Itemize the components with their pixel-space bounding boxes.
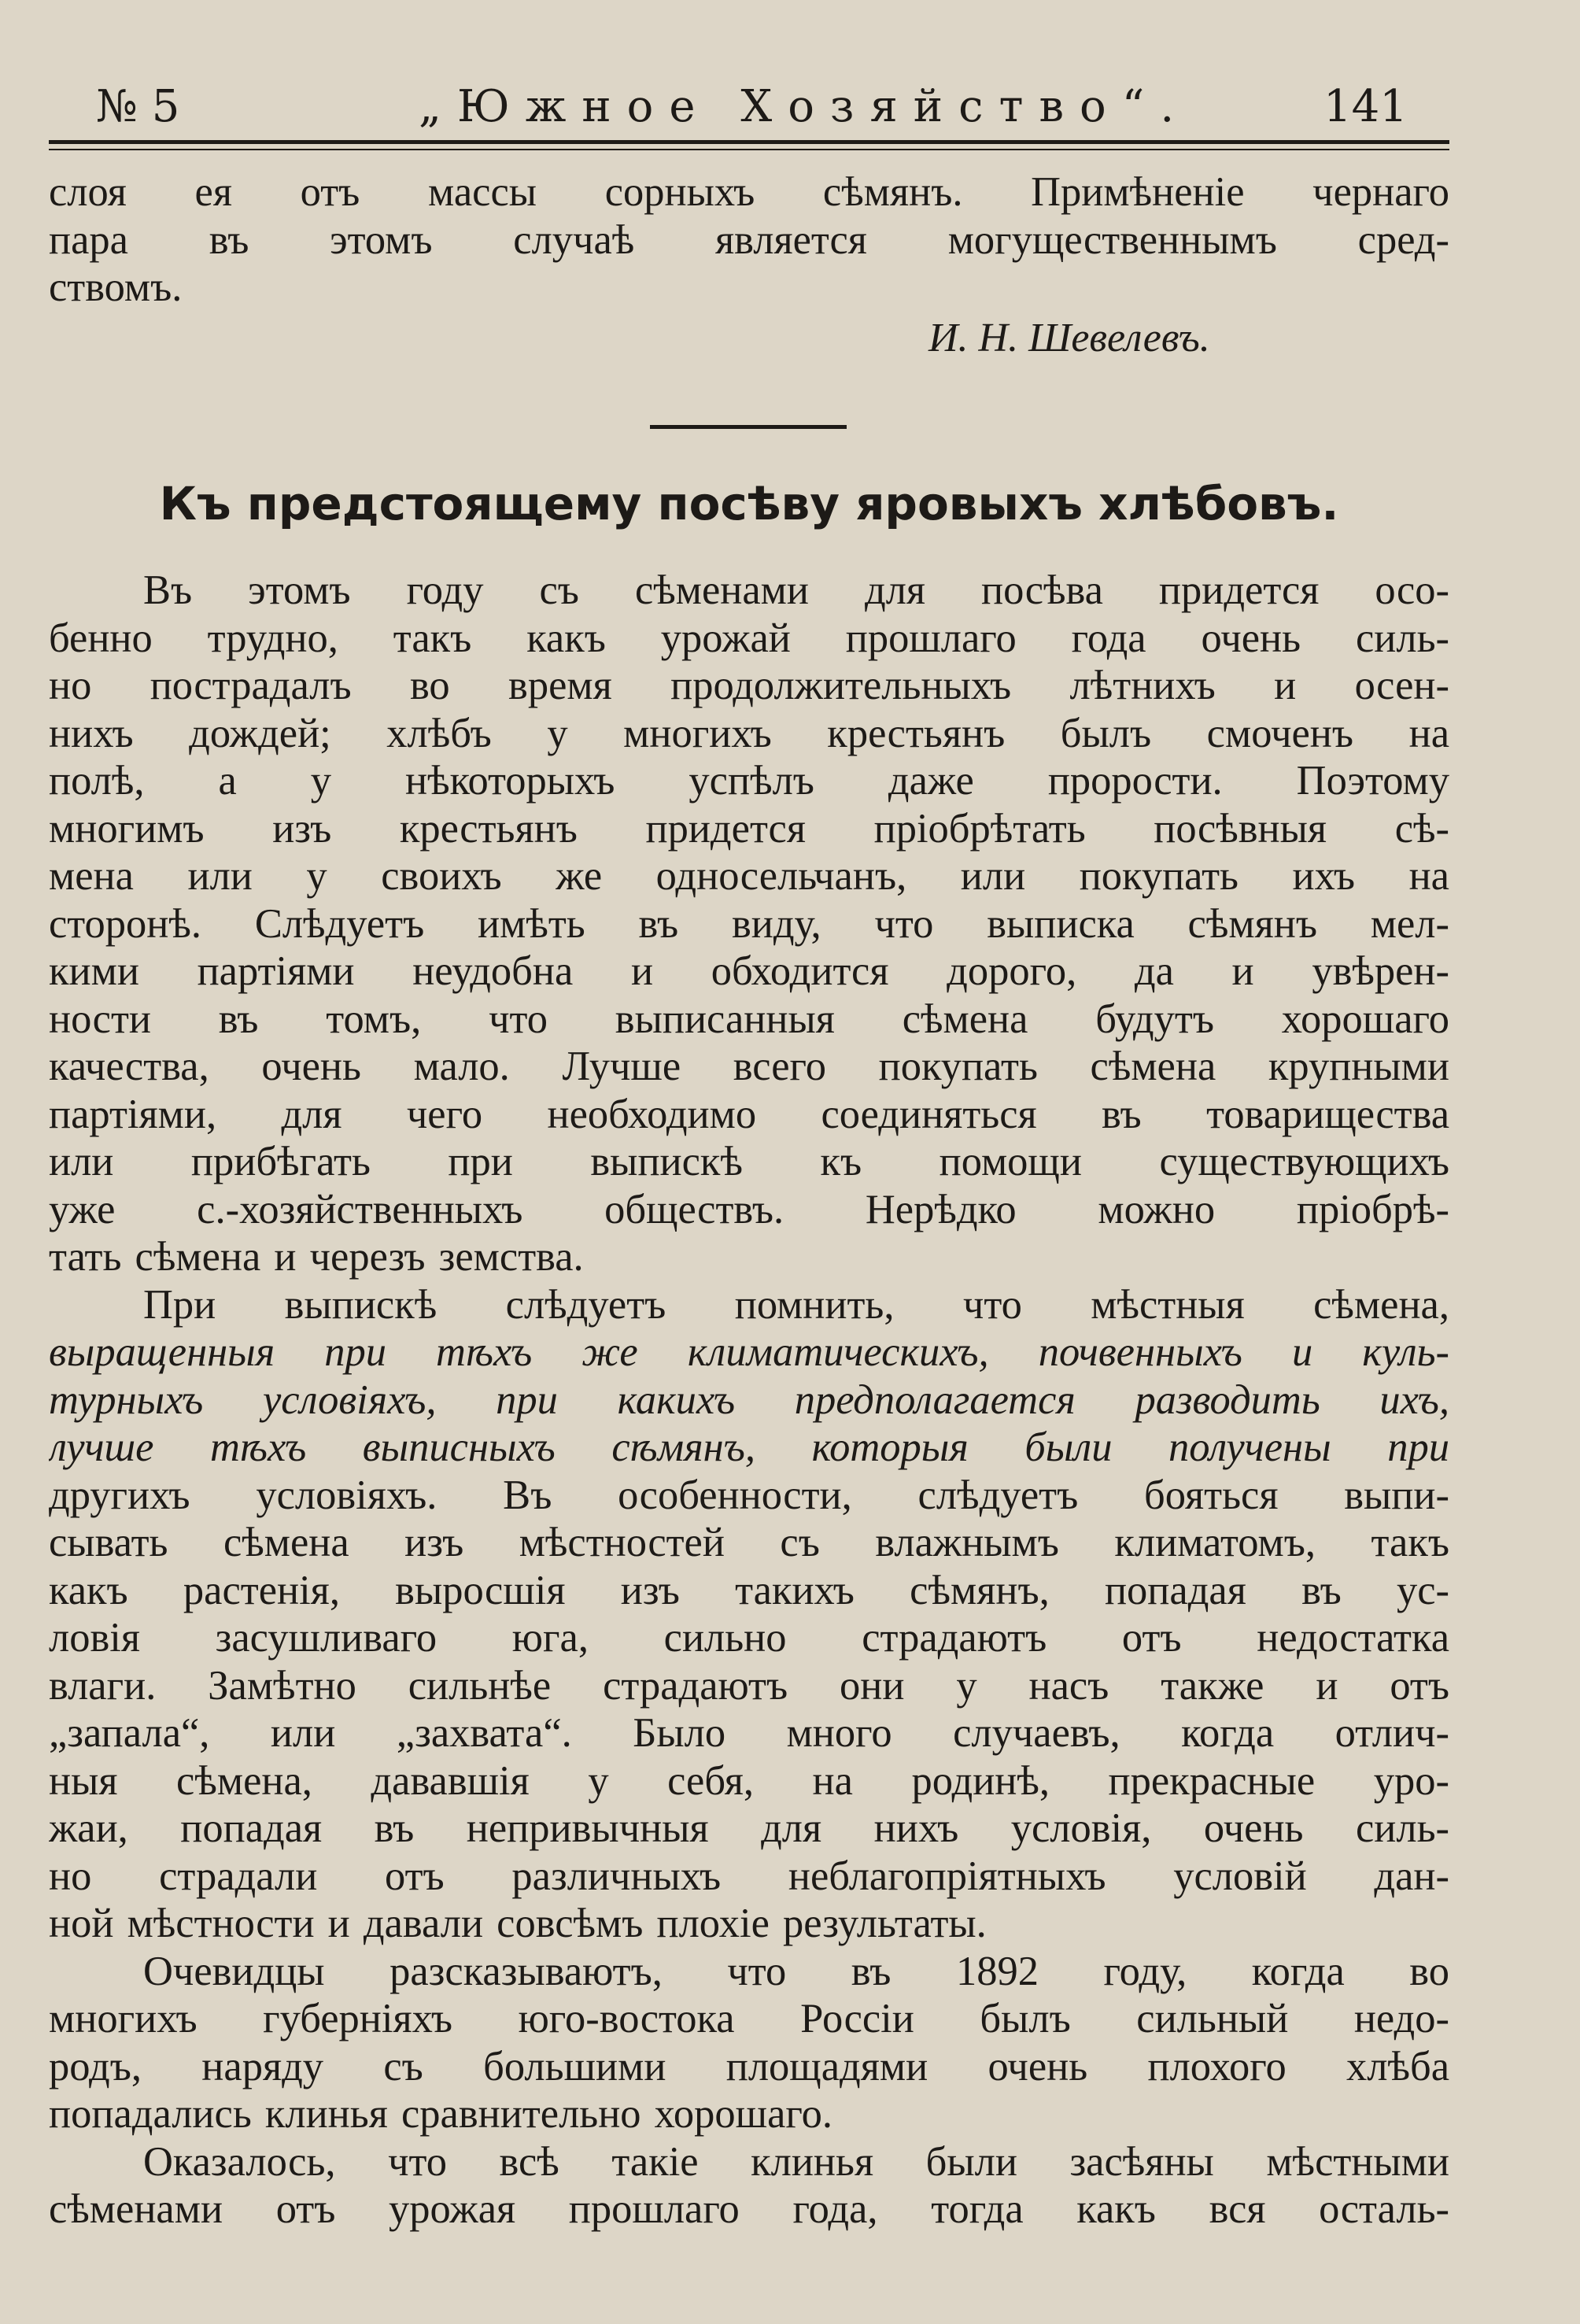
header-rule-thick xyxy=(49,140,1449,144)
text-line: но страдали отъ различныхъ неблагопріятныхъ условій дан- xyxy=(49,1853,1449,1899)
article-body xyxy=(49,567,1449,2233)
text-line: многимъ изъ крестьянъ придется пріобрѣтать посѣвныя сѣ- xyxy=(49,805,1449,852)
text-line: пара въ этомъ случаѣ является могущественнымъ сред- xyxy=(49,216,1449,263)
text-line: попадались клинья сравнительно хорошаго. xyxy=(49,2091,833,2137)
text-line: Въ этомъ году съ сѣменами для посѣва придется осо- xyxy=(143,567,1449,613)
text-line: партіями, для чего необходимо соединяться въ товарищества xyxy=(49,1091,1449,1137)
text-line: ности въ томъ, что выписанныя сѣмена будутъ хорошаго xyxy=(49,996,1449,1042)
text-line: выращенныя при тѣхъ же климатическихъ, почвенныхъ и куль- xyxy=(49,1329,1449,1375)
intro-paragraph xyxy=(49,168,1449,312)
text-line: влаги. Замѣтно сильнѣе страдаютъ они у насъ также и отъ xyxy=(49,1662,1449,1709)
text-line: но пострадалъ во время продолжительныхъ лѣтнихъ и осен- xyxy=(49,663,1449,708)
text-line: мена или у своихъ же односельчанъ, или покупать ихъ на xyxy=(49,853,1449,899)
text-line: сторонѣ. Слѣдуетъ имѣть въ виду, что выписка сѣмянъ мел- xyxy=(49,900,1449,947)
text-line: бенно трудно, такъ какъ урожай прошлаго года очень силь- xyxy=(49,615,1449,661)
text-line: нихъ дождей; хлѣбъ у многихъ крестьянъ былъ смоченъ на xyxy=(49,710,1449,756)
text-line: качества, очень мало. Лучше всего покупать сѣмена крупными xyxy=(49,1044,1449,1089)
issue-number: № 5 xyxy=(96,81,180,132)
text-line: кими партіями неудобна и обходится дорого, да и увѣрен- xyxy=(49,948,1449,994)
text-line: другихъ условіяхъ. Въ особенности, слѣдуетъ бояться выпи- xyxy=(49,1472,1449,1518)
section-divider xyxy=(650,425,847,429)
text-line: При выпискѣ слѣдуетъ помнить, что мѣстныя сѣмена, xyxy=(143,1281,1449,1328)
text-line: ныя сѣмена, дававшія у себя, на родинѣ, прекрасные уро- xyxy=(49,1757,1449,1804)
header-rule-thin xyxy=(49,149,1449,150)
author-signature: И. Н. Шевелевъ. xyxy=(928,316,1210,360)
text-line: Оказалось, что всѣ такіе клинья были засѣяны мѣстными xyxy=(143,2138,1449,2185)
text-line: уже с.-хозяйственныхъ обществъ. Нерѣдко можно пріобрѣ- xyxy=(49,1186,1449,1232)
running-header xyxy=(49,76,1449,139)
text-line: ной мѣстности и давали совсѣмъ плохіе результаты. xyxy=(49,1901,987,1946)
text-line: сывать сѣмена изъ мѣстностей съ влажнымъ климатомъ, такъ xyxy=(49,1520,1449,1565)
text-line: ствомъ. xyxy=(49,264,183,310)
text-line: какъ растенія, выросшія изъ такихъ сѣмянъ, попадая въ ус- xyxy=(49,1567,1449,1613)
text-line: „запала“, или „захвата“. Было много случаевъ, когда отлич- xyxy=(49,1710,1449,1756)
text-line: турныхъ условіяхъ, при какихъ предполагается разводить ихъ, xyxy=(49,1376,1449,1423)
text-line: полѣ, а у нѣкоторыхъ успѣлъ даже прорости. Поэтому xyxy=(49,758,1449,804)
text-line: жаи, попадая въ непривычныя для нихъ условія, очень силь- xyxy=(49,1805,1449,1851)
text-line: лучше тѣхъ выписныхъ сѣмянъ, которыя были получены при xyxy=(49,1424,1449,1470)
text-line: родъ, наряду съ большими площадями очень плохого хлѣба xyxy=(49,2043,1449,2089)
text-line: Очевидцы разсказываютъ, что въ 1892 году, когда во xyxy=(143,1948,1449,1994)
text-line: или прибѣгать при выпискѣ къ помощи существующихъ xyxy=(49,1139,1449,1184)
text-line: сѣменами отъ урожая прошлаго года, тогда какъ вся осталь- xyxy=(49,2186,1449,2232)
text-line: слоя ея отъ массы сорныхъ сѣмянъ. Примѣненіе чернаго xyxy=(49,169,1449,215)
text-line: тать сѣмена и черезъ земства. xyxy=(49,1234,584,1280)
page-number: 141 xyxy=(1323,81,1408,132)
journal-title: „Южное Хозяйство“. xyxy=(419,81,1191,132)
article-title: Къ предстоящему посѣву яровыхъ хлѣбовъ. xyxy=(159,477,1339,530)
text-line: многихъ губерніяхъ юго-востока Россіи былъ сильный недо- xyxy=(49,1996,1449,2041)
text-line: ловія засушливаго юга, сильно страдаютъ отъ недостатка xyxy=(49,1615,1449,1661)
